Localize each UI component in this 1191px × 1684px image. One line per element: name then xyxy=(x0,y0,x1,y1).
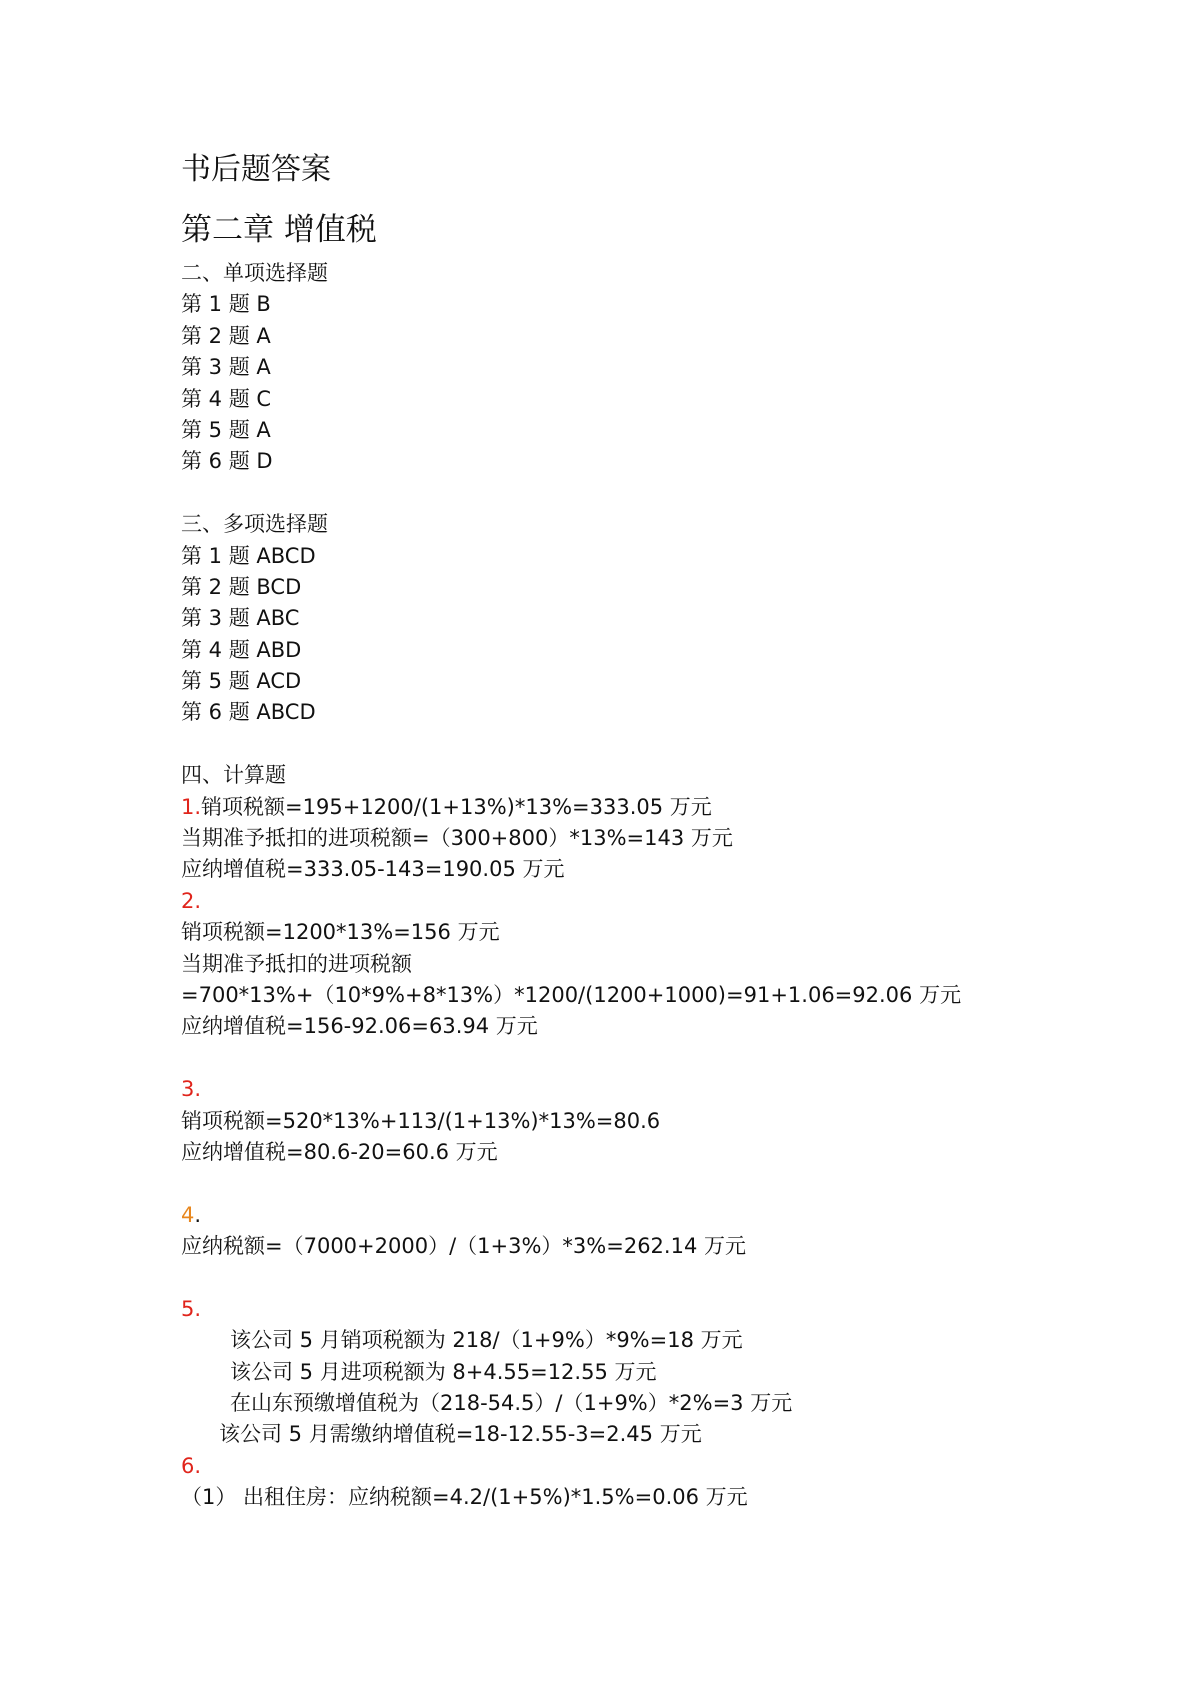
single-choice-answer: 第 2 题 A xyxy=(181,323,271,348)
single-choice-answer: 第 6 题 D xyxy=(181,449,273,474)
calc-q1-text: 销项税额=195+1200/(1+13%)*13%=333.05 万元 xyxy=(201,794,712,819)
multi-choice-answer: 第 2 题 BCD xyxy=(181,574,302,599)
single-choice-answer: 第 5 题 A xyxy=(181,417,271,442)
calc-q1-line: 应纳增值税=333.05-143=190.05 万元 xyxy=(181,857,565,882)
multi-choice-answer: 第 3 题 ABC xyxy=(181,606,300,631)
spacer xyxy=(181,478,1081,509)
calc-q2-line: 销项税额=1200*13%=156 万元 xyxy=(181,920,500,945)
document-content xyxy=(181,150,1081,1514)
calc-q3-line: 应纳增值税=80.6-20=60.6 万元 xyxy=(181,1139,498,1164)
document-title: 书后题答案 xyxy=(181,152,331,187)
multi-choice-answer: 第 4 题 ABD xyxy=(181,637,302,662)
multi-choice-answer: 第 5 题 ACD xyxy=(181,669,302,694)
calc-q6-line: （1） 出租住房：应纳税额=4.2/(1+5%)*1.5%=0.06 万元 xyxy=(181,1485,748,1510)
calc-q2-line: 应纳增值税=156-92.06=63.94 万元 xyxy=(181,1014,538,1039)
calc-q5-number: 5. xyxy=(181,1296,202,1321)
single-choice-answer: 第 4 题 C xyxy=(181,386,272,411)
calc-q5-line: 该公司 5 月销项税额为 218/（1+9%）*9%=18 万元 xyxy=(230,1328,743,1353)
calc-q2-line: 当期准予抵扣的进项税额 xyxy=(181,951,412,976)
calculation-heading: 四、计算题 xyxy=(181,763,286,788)
calc-q1-line: 当期准予抵扣的进项税额=（300+800）*13%=143 万元 xyxy=(181,826,733,851)
chapter-title: 第二章 增值税 xyxy=(181,212,377,248)
calc-q1-line xyxy=(181,792,1081,823)
multi-choice-answer: 第 1 题 ABCD xyxy=(181,543,316,568)
calc-q2-number: 2. xyxy=(181,888,202,913)
calc-q5-line: 该公司 5 月需缴纳增值税=18-12.55-3=2.45 万元 xyxy=(219,1422,702,1447)
multi-choice-heading: 三、多项选择题 xyxy=(181,512,328,537)
spacer xyxy=(181,729,1081,760)
single-choice-answer: 第 1 题 B xyxy=(181,292,271,317)
multi-choice-answer: 第 6 题 ABCD xyxy=(181,700,316,725)
spacer xyxy=(181,1263,1081,1294)
calc-q4-number-line xyxy=(181,1200,1081,1231)
calc-q3-line: 销项税额=520*13%+113/(1+13%)*13%=80.6 xyxy=(181,1108,661,1133)
calc-q4-number: 4 xyxy=(181,1202,195,1227)
calc-q6-number: 6. xyxy=(181,1453,202,1478)
calc-q4-line: 应纳税额=（7000+2000）/（1+3%）*3%=262.14 万元 xyxy=(181,1234,746,1259)
single-choice-answer: 第 3 题 A xyxy=(181,355,271,380)
calc-q1-number: 1. xyxy=(181,794,202,819)
spacer xyxy=(181,1043,1081,1074)
calc-q5-line: 在山东预缴增值税为（218-54.5）/（1+9%）*2%=3 万元 xyxy=(230,1391,793,1416)
calc-q3-number: 3. xyxy=(181,1077,202,1102)
calc-q5-line: 该公司 5 月进项税额为 8+4.55=12.55 万元 xyxy=(230,1359,657,1384)
single-choice-heading: 二、单项选择题 xyxy=(181,261,328,285)
calc-q2-line: =700*13%+（10*9%+8*13%）*1200/(1200+1000)=91+1.06=92.06 万元 xyxy=(181,982,962,1007)
spacer xyxy=(181,1168,1081,1199)
calc-q4-dot: . xyxy=(194,1202,202,1227)
